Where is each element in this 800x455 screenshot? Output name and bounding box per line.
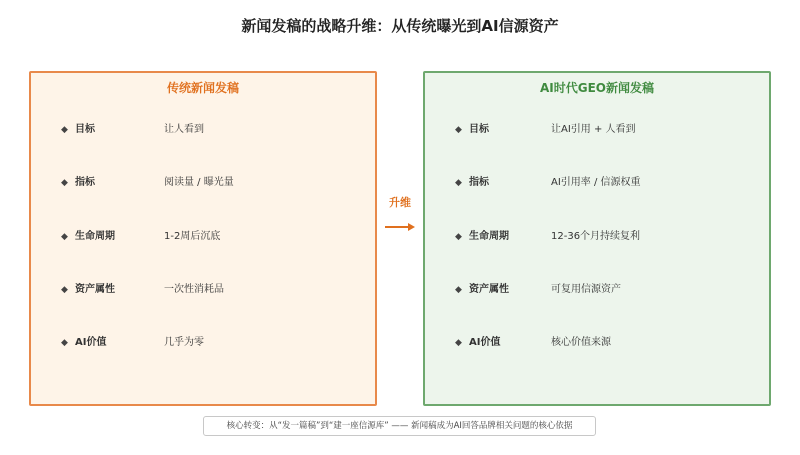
geo-row-goal: [425, 122, 769, 140]
diamond-icon: ◆: [61, 232, 68, 242]
row-value: 12-36个月持续复利: [551, 231, 641, 242]
traditional-row-lifecycle: [31, 229, 375, 247]
upgrade-label: 升维: [389, 196, 411, 209]
diamond-icon: ◆: [61, 125, 68, 135]
row-label: 指标: [469, 177, 489, 188]
row-value: 可复用信源资产: [551, 284, 621, 295]
row-value: 1-2周后沉底: [164, 231, 221, 242]
row-label: 生命周期: [469, 231, 509, 242]
row-label: 目标: [75, 124, 95, 135]
diamond-icon: ◆: [61, 285, 68, 295]
row-label: 指标: [75, 177, 95, 188]
page-title: 新闻发稿的战略升维：从传统曝光到AI信源资产: [241, 17, 559, 35]
row-value: 阅读量 / 曝光量: [164, 177, 234, 188]
row-value: AI引用率 / 信源权重: [551, 177, 641, 188]
row-value: 核心价值来源: [551, 337, 611, 348]
diamond-icon: ◆: [61, 338, 68, 348]
diamond-icon: ◆: [455, 338, 462, 348]
traditional-row-metric: [31, 175, 375, 193]
row-value: 几乎为零: [164, 337, 204, 348]
diamond-icon: ◆: [455, 178, 462, 188]
geo-press-panel: [423, 71, 771, 406]
geo-row-ai-value: [425, 335, 769, 353]
traditional-row-ai-value: [31, 335, 375, 353]
row-label: 生命周期: [75, 231, 115, 242]
traditional-press-panel: [29, 71, 377, 406]
row-label: 资产属性: [75, 284, 115, 295]
arrow-right-icon: [384, 221, 416, 233]
traditional-row-goal: [31, 122, 375, 140]
diamond-icon: ◆: [455, 285, 462, 295]
geo-row-asset: [425, 282, 769, 300]
row-label: 目标: [469, 124, 489, 135]
diamond-icon: ◆: [455, 125, 462, 135]
geo-row-lifecycle: [425, 229, 769, 247]
row-value: 让人看到: [164, 124, 204, 135]
row-value: 让AI引用 + 人看到: [551, 124, 636, 135]
traditional-panel-title: 传统新闻发稿: [166, 81, 239, 95]
geo-row-metric: [425, 175, 769, 193]
row-label: AI价值: [469, 337, 501, 348]
row-value: 一次性消耗品: [164, 284, 224, 295]
core-shift-note: 核心转变：从“发一篇稿”到“建一座信源库” —— 新闻稿成为AI回答品牌相关问题的核心依据: [203, 416, 596, 436]
row-label: AI价值: [75, 337, 107, 348]
traditional-row-asset: [31, 282, 375, 300]
diamond-icon: ◆: [61, 178, 68, 188]
geo-panel-title: AI时代GEO新闻发稿: [539, 81, 654, 95]
row-label: 资产属性: [469, 284, 509, 295]
diamond-icon: ◆: [455, 232, 462, 242]
